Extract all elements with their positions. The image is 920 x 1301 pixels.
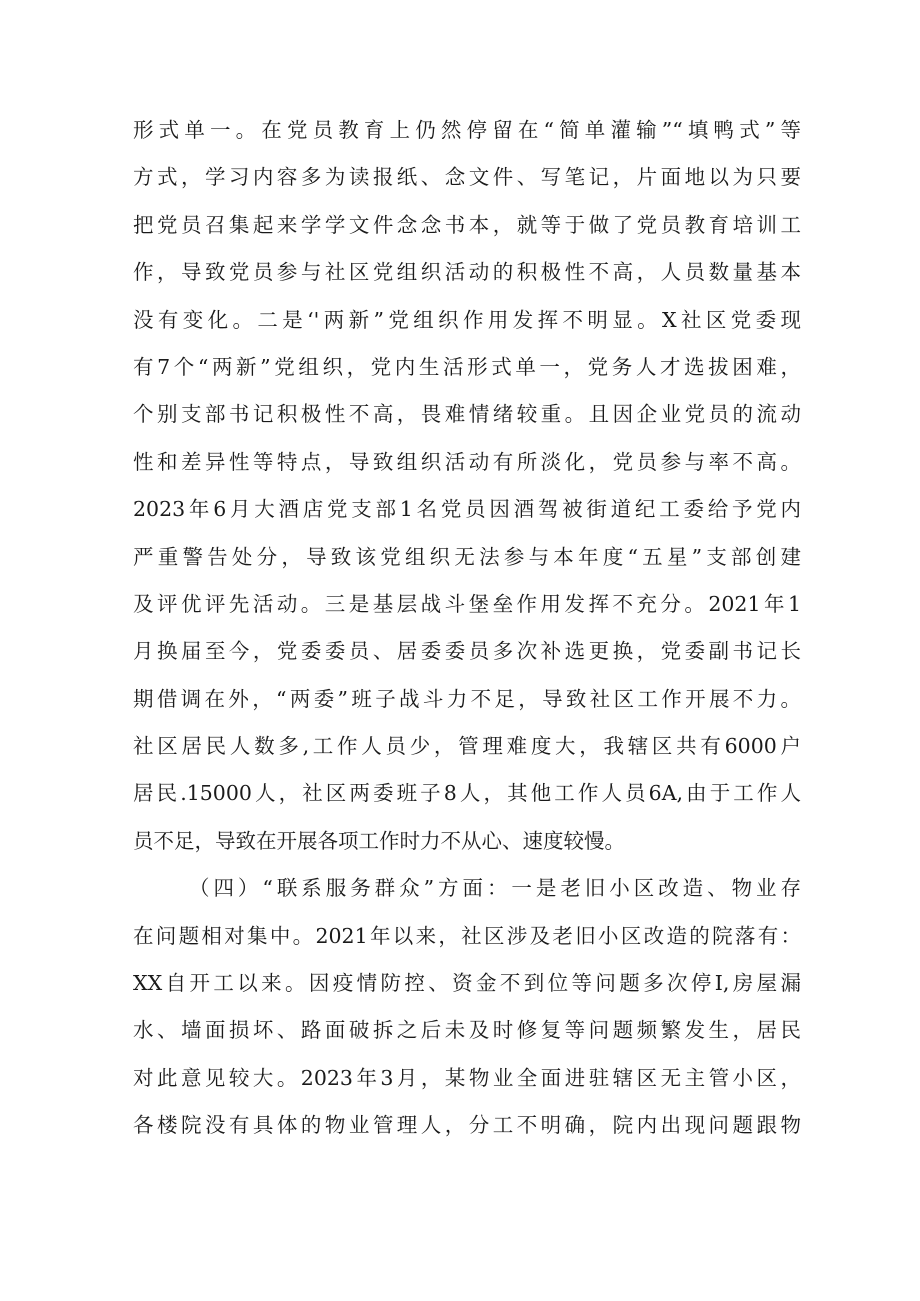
text-line: 员不足，导致在开展各项工作时力不从心、速度较慢。 — [133, 828, 625, 853]
text-line: 性和差异性等特点，导致组织活动有所淡化，党员参与率不高。 — [133, 449, 801, 474]
text-line: 2023年6月大酒店党支部1名党员因酒驾被街道纪工委给予党内 — [133, 497, 801, 522]
paragraph-1 — [133, 107, 801, 865]
text-line: 严重警告处分，导致该党组织无法参与本年度“五星”支部创建 — [133, 544, 801, 569]
text-line: 水、墙面损坏、路面破拆之后未及时修复等问题频繁发生，居民 — [133, 1018, 801, 1043]
text-line: XX自开工以来。因疫情防控、资金不到位等问题多次停I,房屋漏 — [133, 971, 801, 996]
text-line: 期借调在外，“两委”班子战斗力不足，导致社区工作开展不力。 — [133, 686, 801, 711]
text-line: 及评优评先活动。三是基层战斗堡垒作用发挥不充分。2021年1 — [133, 591, 801, 616]
text-line: 作，导致党员参与社区党组织活动的积极性不高，人员数量基本 — [133, 260, 801, 285]
text-line: 社区居民人数多,工作人员少，管理难度大，我辖区共有6000户 — [133, 734, 801, 759]
text-line: 居民.15000人，社区两委班子8人，其他工作人员6A,由于工作人 — [133, 781, 801, 806]
text-line: 在问题相对集中。2021年以来，社区涉及老旧小区改造的院落有： — [133, 923, 801, 948]
text-line: 没有变化。二是‘'两新”党组织作用发挥不明显。X社区党委现 — [133, 307, 801, 332]
text-line: 方式，学习内容多为读报纸、念文件、写笔记，片面地以为只要 — [133, 165, 801, 190]
text-line: 个别支部书记积极性不高，畏难情绪较重。且因企业党员的流动 — [133, 402, 801, 427]
text-line: （四）“联系服务群众”方面：一是老旧小区改造、物业存 — [189, 876, 801, 901]
text-line: 把党员召集起来学学文件念念书本，就等于做了党员教育培训工 — [133, 212, 801, 237]
document-body — [133, 107, 801, 1150]
text-line: 形式单一。在党员教育上仍然停留在“简单灌输”“填鸭式”等 — [133, 118, 801, 142]
text-line: 有7个“两新”党组织，党内生活形式单一，党务人才选拔困难， — [133, 354, 801, 379]
text-line: 月换届至今，党委委员、居委委员多次补选更换，党委副书记长 — [133, 639, 801, 664]
text-line: 对此意见较大。2023年3月，某物业全面进驻辖区无主管小区， — [133, 1065, 801, 1090]
paragraph-2 — [133, 865, 801, 1149]
text-line: 各楼院没有具体的物业管理人，分工不明确，院内出现问题跟物 — [133, 1113, 801, 1138]
